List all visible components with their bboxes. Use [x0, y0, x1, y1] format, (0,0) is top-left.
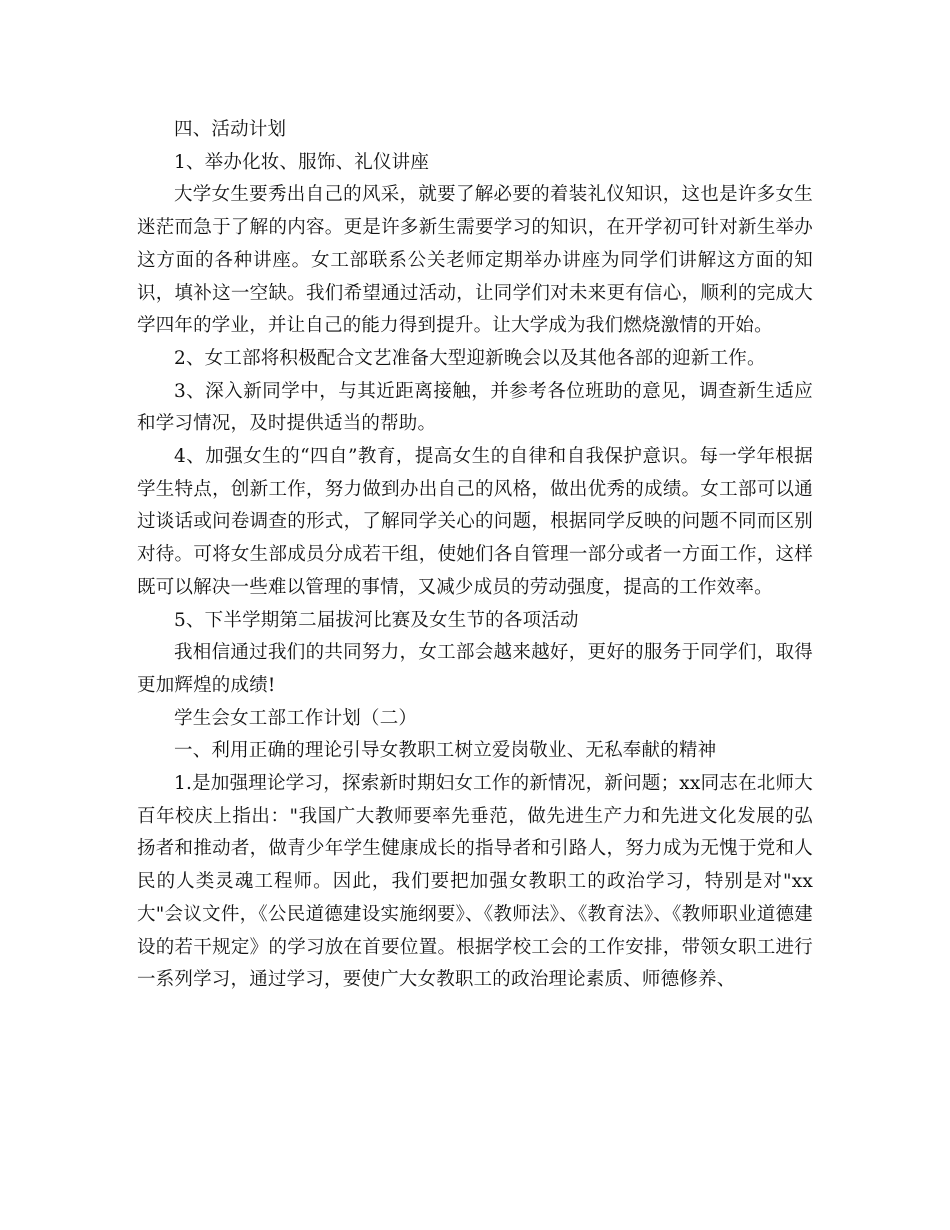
document-body — [137, 114, 813, 997]
section-heading-theory: 一、利用正确的理论引导女教职工树立爱岗敬业、无私奉献的精神 — [174, 740, 717, 762]
item-5: 5、下半学期第二届拔河比赛及女生节的各项活动 — [174, 609, 579, 631]
closing-paragraph: 我相信通过我们的共同努力，女工部会越来越好，更好的服务于同学们，取得更加辉煌的成绩! — [137, 642, 813, 696]
theory-point-1: 1.是加强理论学习，探索新时期妇女工作的新情况，新问题；xx同志在北师大百年校庆上指出："我国广大教师要率先垂范，做先进生产力和先进文化发展的弘扬者和推动者，做青少年学生健康成长的指导者和引路人，努力成为无愧于党和人民的人类灵魂工程师。因此，我们要把加强女教职工的政治学习，特别是对"xx大"会议文件，《公民道德建设实施纲要》、《教师法》、《教育法》、《教师职业道德建设的若干规定》的学习放在首要位置。根据学校工会的工作安排，带领女职工进行一系列学习，通过学习，要使广大女教职工的政治理论素质、师德修养、 — [137, 773, 813, 991]
item-1-body: 大学女生要秀出自己的风采，就要了解必要的着装礼仪知识，这也是许多女生迷茫而急于了解的内容。更是许多新生需要学习的知识，在开学初可针对新生举办这方面的各种讲座。女工部联系公关老师定期举办讲座为同学们讲解这方面的知识，填补这一空缺。我们希望通过活动，让同学们对未来更有信心，顺利的完成大学四年的学业，并让自己的能力得到提升。让大学成为我们燃烧激情的开始。 — [137, 184, 813, 337]
plan-two-title: 学生会女工部工作计划（二） — [174, 707, 418, 729]
item-4: 4、加强女生的“四自”教育，提高女生的自律和自我保护意识。每一学年根据学生特点，创新工作，努力做到办出自己的风格，做出优秀的成绩。女工部可以通过谈话或问卷调查的形式，了解同学关心的问题，根据同学反映的问题不同而区别对待。可将女生部成员分成若干组，使她们各自管理一部分或者一方面工作，这样既可以解决一些难以管理的事情，又减少成员的劳动强度，提高的工作效率。 — [137, 446, 813, 598]
item-1-heading: 1、举办化妆、服饰、礼仪讲座 — [174, 151, 430, 173]
item-2: 2、女工部将积极配合文艺准备大型迎新晚会以及其他各部的迎新工作。 — [174, 347, 766, 369]
item-3: 3、深入新同学中，与其近距离接触，并参考各位班助的意见，调查新生适应和学习情况，及时提供适当的帮助。 — [137, 380, 813, 435]
section-heading-activity-plan: 四、活动计划 — [174, 119, 287, 140]
